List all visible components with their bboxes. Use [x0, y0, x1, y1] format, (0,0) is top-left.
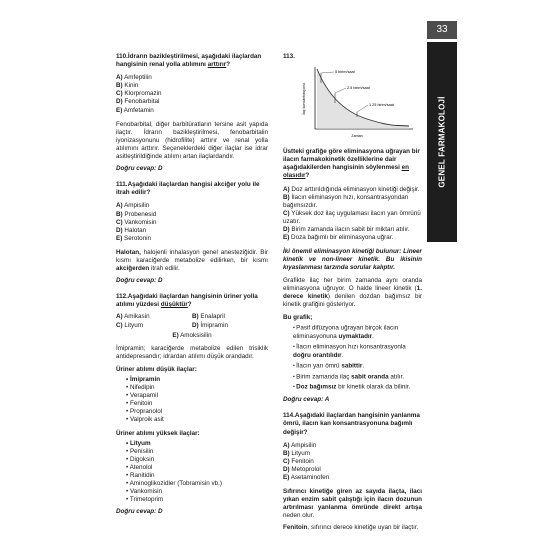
- list-item: • İmipramin: [126, 376, 268, 384]
- list-item: [293, 373, 422, 382]
- bullet-keyword: Doz bağımsız: [296, 384, 337, 392]
- bullet-text: İlacın yarı ömrü: [296, 362, 342, 370]
- option: [116, 90, 268, 98]
- option-text: Vankomisin: [124, 218, 157, 226]
- rate-annotation: 2.5 birim/saat: [347, 86, 370, 91]
- option-letter: D): [116, 98, 123, 106]
- page-number: 33: [427, 21, 457, 39]
- answer-110: Doğru cevap: D: [116, 165, 163, 173]
- left-column: [116, 53, 268, 525]
- list-item: [293, 343, 422, 360]
- explanation-text: neden olur.: [283, 512, 315, 520]
- question-113: [283, 148, 422, 180]
- list-item: • Fenitoin: [126, 400, 268, 408]
- question-keyword: arttırır: [207, 61, 227, 69]
- low-excretion-title: Üriner atılımı düşük ilaçlar:: [116, 365, 197, 373]
- option: [283, 474, 422, 482]
- explanation-text: itrah edilir.: [149, 265, 180, 273]
- option-text: Probenesid: [124, 210, 157, 218]
- option: [116, 313, 192, 321]
- low-excretion-list: [116, 376, 268, 425]
- list-item: • Valproik asit: [126, 416, 268, 424]
- explanation-113: [283, 277, 422, 309]
- option: [283, 442, 422, 450]
- option: [116, 202, 268, 210]
- option: [116, 332, 268, 340]
- option-letter: D): [283, 226, 290, 234]
- answer-112: Doğru cevap: D: [116, 508, 163, 516]
- option-text: Serotonin: [124, 234, 152, 242]
- bullet-keyword: doğru orantılıdır: [293, 351, 342, 359]
- option: [116, 211, 268, 219]
- options-111: [116, 202, 268, 242]
- bullet-text: Pasif difüzyona uğrayan birçok ilacın eliminasyonuna: [293, 324, 399, 340]
- high-excretion-list: [116, 440, 268, 505]
- option-text: İmipramin: [200, 321, 229, 329]
- question-number: 114.: [283, 412, 295, 420]
- option: [116, 322, 192, 330]
- option-text: Asetaminofen: [290, 473, 330, 481]
- options-114: [283, 442, 422, 482]
- options-110: [116, 74, 268, 114]
- option-letter: E): [116, 234, 123, 242]
- option: [283, 226, 422, 234]
- annotation-leader: [335, 88, 346, 93]
- option-letter: A): [116, 74, 123, 82]
- explanation-112: İmipramin; karaciğerde metabolize edilen trisiklik antidepresandır; idrardan atılımı düşük orandadır.: [116, 344, 268, 360]
- answer-111: Doğru cevap: D: [116, 277, 163, 285]
- list-item: • Atenolol: [126, 464, 268, 472]
- question-number: 111.: [116, 181, 128, 189]
- option-letter: D): [283, 465, 290, 473]
- option-text: Birim zamanda ilacın sabit bir miktarı atılır.: [291, 226, 410, 234]
- option-text: Enalapril: [200, 313, 225, 321]
- question-text: İdrarın bazikleştirilmesi, aşağıdaki ilaçlardan hangisinin renal yolla atılımını: [116, 53, 262, 69]
- explanation-text: halojenli inhalasyon genel anesteziğidir. Bir kısmı karaciğerde metabolize edilirken, bir kısmı: [116, 248, 268, 264]
- annotation-leader: [357, 105, 368, 112]
- section-side-tab-label: GENEL FARMAKOLOJİ: [437, 96, 447, 188]
- rate-annotation: 5 birim/saat: [335, 70, 355, 75]
- list-item: [293, 362, 422, 371]
- question-mark: ?: [187, 301, 192, 309]
- curve-area: [317, 69, 409, 129]
- option-letter: A): [116, 202, 123, 210]
- option-letter: E): [283, 234, 290, 242]
- option-letter: A): [283, 441, 290, 449]
- bullet-keyword: sabit oranda: [351, 373, 389, 381]
- question-keyword: düşüktür: [160, 301, 188, 309]
- explanation-text: , sıfırıncı derece kinetiğe uyan bir ilaçtır.: [307, 524, 419, 532]
- rate-annotation: 1.25 birim/saat: [369, 103, 394, 108]
- keyword: 1. derece kinetik: [283, 284, 422, 300]
- question-mark: ?: [226, 61, 231, 69]
- option-letter: B): [283, 449, 290, 457]
- option: [283, 194, 422, 210]
- option: [283, 234, 422, 242]
- option-text: Yüksek doz ilaç uygulaması ilacın yarı ömrünü uzatır.: [283, 209, 421, 225]
- option-text: Lityum: [291, 449, 310, 457]
- option-letter: D): [192, 321, 199, 329]
- right-column: [283, 53, 422, 537]
- bullet-keyword: uymaktadır: [338, 332, 373, 340]
- option-letter: C): [283, 457, 290, 465]
- y-axis-label: İlaç konsantrasyonu: [302, 83, 306, 116]
- option: [283, 210, 422, 226]
- option-letter: B): [116, 82, 123, 90]
- option-letter: C): [116, 321, 123, 329]
- drug-name: Halotan,: [116, 248, 144, 256]
- explanation-text: Grafikte ilaç her birim zamanda aynı oranda eliminasyona uğruyor. O halde lineer kinetik (: [283, 276, 422, 292]
- option-text: Amfetamin: [123, 106, 154, 114]
- explanation-114-last: [283, 524, 422, 532]
- note-113: İki önemli eliminasyon kinetiği bulunur: Lineer kinetik ve non-lineer kinetik. Bu ikisinin kıyaslanması tarzında sorular kalıptır.: [283, 248, 422, 272]
- list-item: • Lityum: [126, 440, 268, 448]
- question-110: [116, 53, 268, 69]
- option: [116, 227, 268, 235]
- question-number: 110.: [116, 53, 128, 60]
- option: [192, 313, 268, 321]
- question-text: Aşağıdaki ilaçlardan hangisinin yanlanma ömrü, ilacın kan konsantrasyonuna bağımlı değişir?: [283, 412, 420, 436]
- option: [116, 235, 268, 243]
- option-letter: E): [283, 473, 290, 481]
- annotation-leader: [321, 72, 334, 73]
- question-113-number: 113.: [283, 53, 295, 60]
- question-mark: ?: [305, 172, 310, 180]
- list-item: • Ranitidin: [126, 472, 268, 480]
- question-text: Aşağıdaki ilaçlardan hangisinin üriner yolla atılımı yüzdesi: [116, 293, 258, 309]
- bullet-text: atılır.: [388, 373, 404, 381]
- option-text: Doza bağımlı bir eliminasyona uğrar.: [291, 234, 394, 242]
- option-text: Kinin: [124, 82, 139, 90]
- list-item: • Propranolol: [126, 408, 268, 416]
- question-text: Aşağıdaki ilaçlardan hangisi akciğer yolu ile itrah edilir?: [116, 181, 260, 197]
- list-item: • Vankomisin: [126, 488, 268, 496]
- option-letter: B): [283, 193, 290, 201]
- question-keyword: en olasıdır: [283, 164, 409, 180]
- keyword: akciğerden: [116, 265, 150, 273]
- section-side-tab: [427, 42, 457, 242]
- option-letter: D): [116, 226, 123, 234]
- option-text: Lityum: [124, 321, 143, 329]
- option-letter: E): [116, 106, 123, 114]
- explanation-bold: Sıfırıncı kinetiğe giren az sayıda ilaçta, ilacı yıkan enzim sabit çalıştığı için ilacın dozunun artırılması yanlanma ömründe direkt artışa: [283, 488, 422, 512]
- bullet-text: .: [362, 362, 365, 370]
- option-letter: C): [116, 90, 123, 98]
- list-item: [293, 324, 422, 341]
- list-item: [293, 383, 422, 392]
- option-letter: A): [283, 185, 290, 193]
- list-item: • Trimetoprim: [126, 496, 268, 504]
- option-text: Amfeptilin: [124, 74, 152, 82]
- question-112: [116, 293, 268, 309]
- elimination-chart: [297, 63, 417, 141]
- bullet-text: bir kinetik olarak da bilinir.: [336, 384, 411, 392]
- option: [116, 219, 268, 227]
- option-text: Amoksisilin: [180, 331, 212, 339]
- option-text: Metoprolol: [291, 465, 321, 473]
- list-item: • Verapamil: [126, 392, 268, 400]
- explanation-text: ) denilen dozdan bağımsız bir kinetik grafiğini gösteriyor.: [283, 292, 422, 308]
- option: [192, 322, 268, 330]
- option: [116, 74, 268, 82]
- option-letter: E): [172, 331, 179, 339]
- option-letter: B): [192, 313, 199, 321]
- option-text: Halotan: [124, 226, 147, 234]
- list-item: • Nifedipin: [126, 384, 268, 392]
- option-text: Ampisilin: [291, 441, 317, 449]
- options-112: [116, 313, 268, 329]
- x-axis-label: Zaman: [351, 134, 363, 139]
- option-text: Doz arttırıldığında eliminasyon kinetiği değişir.: [291, 185, 420, 193]
- high-excretion-title: Üriner atılımı yüksek ilaçlar:: [116, 429, 200, 437]
- option: [116, 82, 268, 90]
- list-item: • Aminoglikozidler (Tobramisin vb.): [126, 480, 268, 488]
- option: [283, 466, 422, 474]
- bullet-text: Birim zamanda ilaç: [296, 373, 352, 381]
- option-text: Klorpromazin: [124, 90, 162, 98]
- option-letter: C): [116, 218, 123, 226]
- option-letter: C): [283, 209, 290, 217]
- bullet-text: .: [372, 332, 374, 340]
- option: [283, 458, 422, 466]
- bullet-keyword: sabittir: [341, 362, 363, 370]
- explanation-111: [116, 249, 268, 273]
- option: [116, 107, 268, 115]
- option-letter: B): [116, 210, 123, 218]
- option-letter: A): [116, 313, 123, 321]
- option-text: Fenitoin: [291, 457, 314, 465]
- graph-bullets: [283, 324, 422, 392]
- explanation-114: [283, 488, 422, 520]
- option-text: Ampisilin: [124, 202, 150, 210]
- option-text: Fenobarbital: [124, 98, 160, 106]
- question-number: 112.: [116, 293, 128, 301]
- question-111: [116, 181, 268, 197]
- option: [116, 98, 268, 106]
- question-114: [283, 412, 422, 436]
- drug-name: Fenitoin: [283, 524, 308, 532]
- bullet-text: .: [341, 351, 344, 359]
- list-item: • Digoksin: [126, 456, 268, 464]
- bullet-text: İlacın eliminasyon hızı konsantrasyonla: [296, 343, 406, 351]
- question-text: Üstteki grafiğe göre eliminasyona uğrayan bir ilacın farmakokinetik özelliklerine dair aşağıdakilerden hangisinin söylenmesi: [283, 148, 420, 172]
- explanation-110: Fenobarbital, diğer barbitüratların tersine asit yapıda ilaçtır. İdrarın bazikleştirilmesi, fenobarbitalin iyonizasyonunu (hidrofilite) arttırır ve renal yolla atılımını arttırır. Seçeneklerdeki diğer ilaçlar ise idrar asitleştirildiğinde atılımı artan ilaçlardandır.: [116, 120, 268, 161]
- option-text: İlacın eliminasyon hızı, konsantrasyondan bağımsızdır.: [283, 193, 409, 209]
- answer-113: Doğru cevap: A: [283, 396, 330, 404]
- option-text: Amikasin: [124, 313, 150, 321]
- options-113: [283, 186, 422, 243]
- bu-grafik-title: Bu grafik;: [283, 313, 313, 321]
- list-item: • Penisilin: [126, 448, 268, 456]
- option: [283, 450, 422, 458]
- option: [283, 186, 422, 194]
